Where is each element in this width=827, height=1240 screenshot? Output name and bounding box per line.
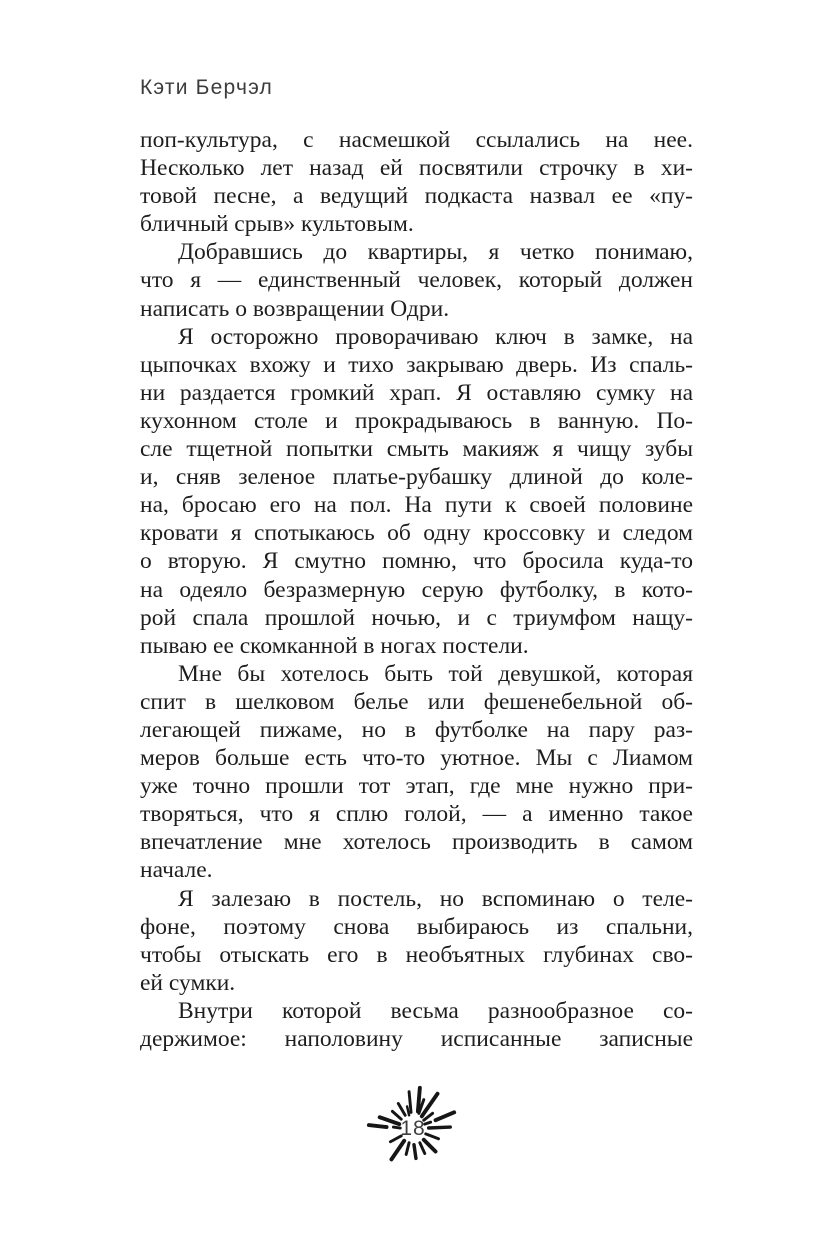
text-line: что я — единственный человек, который должен <box>140 267 693 294</box>
text-line: цыпочках вхожу и тихо закрываю дверь. Из спаль- <box>140 351 693 378</box>
text-line: Я осторожно проворачиваю ключ в замке, на <box>178 323 693 350</box>
text-line: написать о возвращении Одри. <box>140 295 450 322</box>
text-line: легающей пижаме, но в футболке на пару раз- <box>140 716 693 743</box>
text-line: на, бросаю его на пол. На пути к своей половине <box>140 492 693 519</box>
text-line: творяться, что я сплю голой, — а именно такое <box>140 801 693 828</box>
text-block <box>140 126 693 1053</box>
text-line: держимое: наполовину исписанные записные <box>140 1026 693 1052</box>
text-line: Несколько лет назад ей посвятили строчку в хи- <box>140 155 693 182</box>
text-line: о вторую. Я смутно помню, что бросила куда-то <box>140 548 693 575</box>
text-line: рой спала прошлой ночью, и с триумфом нащу- <box>140 604 693 631</box>
text-line: товой песне, а ведущий подкаста назвал ее «пу- <box>140 183 693 210</box>
text-line: спит в шелковом белье или фешенебельной об- <box>140 688 693 715</box>
text-line: Добравшись до квартиры, я четко понимаю, <box>178 239 693 266</box>
text-line: кровати я спотыкаюсь об одну кроссовку и следом <box>140 520 693 547</box>
text-line: поп-культура, с насмешкой ссылались на нее. <box>140 127 693 153</box>
text-line: Внутри которой весьма разнообразное со- <box>178 997 693 1024</box>
text-line: уже точно прошли тот этап, где мне нужно при- <box>140 773 693 800</box>
text-line: кухонном столе и прокрадываюсь в ванную. По- <box>140 407 693 434</box>
text-line: чтобы отыскать его в необъятных глубинах сво- <box>140 941 693 968</box>
text-line: Я залезаю в постель, но вспоминаю о теле- <box>178 885 693 912</box>
text-line: бличный срыв» культовым. <box>140 211 414 238</box>
text-line: впечатление мне хотелось производить в самом <box>140 829 693 856</box>
text-line: сле тщетной попытки смыть макияж я чищу зубы <box>140 436 693 463</box>
text-line: ей сумки. <box>140 969 236 996</box>
page-number: 18 <box>400 1117 426 1140</box>
text-line: на одеяло безразмерную серую футболку, в кото- <box>140 576 693 603</box>
text-line: пываю ее скомканной в ногах постели. <box>140 632 529 659</box>
text-line: ни раздается громкий храп. Я оставляю сумку на <box>140 379 693 406</box>
text-line: и, сняв зеленое платье-рубашку длиной до коле- <box>140 464 693 491</box>
text-line: меров больше есть что-то уютное. Мы с Лиамом <box>140 745 693 772</box>
text-line: начале. <box>140 857 213 884</box>
running-header: Кэти Берчэл <box>140 76 273 99</box>
text-line: Мне бы хотелось быть той девушкой, которая <box>178 660 693 687</box>
text-line: фоне, поэтому снова выбираюсь из спальни, <box>140 913 693 940</box>
footer-ornament <box>364 1080 462 1178</box>
